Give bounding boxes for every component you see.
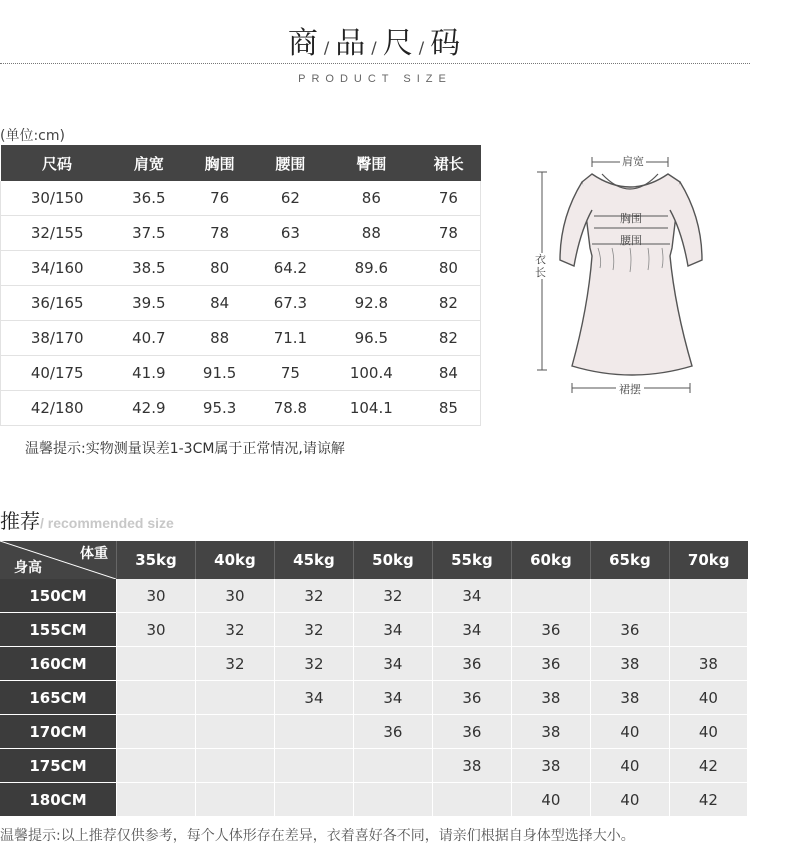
recommend-note: 温馨提示:以上推荐仅供参考，每个人体形存在差异，衣着喜好各不同，请亲们根据自身体型选择大小。 [0,828,635,844]
height-axis-label: 身高 [14,560,42,576]
recommend-table-header [0,541,748,579]
size-cell: 100.4 [326,356,417,391]
size-cell: 78 [184,216,255,251]
recommend-cell: 30 [195,579,274,613]
size-cell: 36/165 [1,286,114,321]
height-row-header: 155CM [0,613,117,647]
size-cell: 42/180 [1,391,114,426]
hem-label: 裙摆 [616,381,644,397]
table-row [1,356,481,391]
recommend-cell [511,579,590,613]
recommend-cell [117,749,196,783]
size-cell: 67.3 [255,286,326,321]
size-cell: 30/150 [1,181,114,216]
corner-cell [0,541,117,579]
recommend-cell [669,613,747,647]
size-cell: 39.5 [113,286,184,321]
size-cell: 88 [184,321,255,356]
size-cell: 32/155 [1,216,114,251]
weight-column-header: 35kg [117,541,196,579]
weight-column-header: 55kg [432,541,511,579]
recommend-cell: 40 [590,783,669,817]
recommend-cell [195,749,274,783]
size-cell: 85 [417,391,481,426]
height-row-header: 180CM [0,783,117,817]
recommend-cell: 32 [274,613,353,647]
recommend-cell: 36 [511,647,590,681]
measurement-note: 温馨提示:实物测量误差1-3CM属于正常情况,请谅解 [25,441,345,457]
recommend-cell [195,715,274,749]
recommend-title: 推荐 [0,509,40,533]
size-cell: 92.8 [326,286,417,321]
recommend-cell: 36 [432,647,511,681]
size-column-header: 臀围 [326,145,417,181]
recommend-cell: 34 [353,647,432,681]
table-row [0,783,748,817]
shoulder-label: 肩宽 [622,155,644,168]
recommend-cell: 38 [590,681,669,715]
weight-column-header: 40kg [195,541,274,579]
size-column-header: 腰围 [255,145,326,181]
recommend-cell: 38 [511,681,590,715]
size-cell: 80 [417,251,481,286]
size-cell: 89.6 [326,251,417,286]
size-cell: 41.9 [113,356,184,391]
size-cell: 40/175 [1,356,114,391]
size-cell: 37.5 [113,216,184,251]
recommend-cell [590,579,669,613]
unit-label: (单位:cm) [0,128,65,144]
size-cell: 84 [184,286,255,321]
size-cell: 80 [184,251,255,286]
recommend-cell [353,749,432,783]
recommend-cell [195,783,274,817]
recommend-cell [117,715,196,749]
recommend-cell: 42 [669,783,747,817]
recommend-cell: 40 [590,715,669,749]
recommend-cell: 38 [669,647,747,681]
recommend-cell: 38 [590,647,669,681]
title-divider [0,63,750,64]
size-cell: 78.8 [255,391,326,426]
size-cell: 86 [326,181,417,216]
recommend-cell [195,681,274,715]
size-cell: 78 [417,216,481,251]
recommend-cell [353,783,432,817]
recommend-cell [117,647,196,681]
recommend-cell: 36 [511,613,590,647]
size-cell: 95.3 [184,391,255,426]
recommend-cell: 34 [353,613,432,647]
recommend-cell: 32 [274,647,353,681]
recommend-cell [432,783,511,817]
recommend-cell: 30 [117,579,196,613]
recommend-cell: 36 [432,715,511,749]
page-title: 商 / 品 / 尺 / 码 [287,26,463,61]
table-row [1,391,481,426]
recommend-cell: 38 [511,749,590,783]
recommend-cell: 30 [117,613,196,647]
recommend-cell: 34 [353,681,432,715]
size-cell: 34/160 [1,251,114,286]
size-cell: 88 [326,216,417,251]
size-table [0,145,481,426]
size-cell: 38.5 [113,251,184,286]
length-label: 衣长 [535,253,549,279]
recommend-cell [669,579,747,613]
page-subtitle: PRODUCT SIZE [298,73,452,85]
recommend-cell [117,681,196,715]
height-row-header: 170CM [0,715,117,749]
table-row [1,321,481,356]
size-column-header: 肩宽 [113,145,184,181]
recommend-cell [274,783,353,817]
recommend-cell: 40 [669,715,747,749]
recommend-cell: 34 [432,613,511,647]
size-cell: 71.1 [255,321,326,356]
height-row-header: 175CM [0,749,117,783]
weight-column-header: 70kg [669,541,747,579]
size-cell: 42.9 [113,391,184,426]
recommend-cell: 32 [195,613,274,647]
size-table-header [1,145,481,181]
table-row [0,613,748,647]
recommend-cell: 32 [274,579,353,613]
size-cell: 104.1 [326,391,417,426]
table-row [0,647,748,681]
table-row [1,181,481,216]
recommend-heading [0,505,174,534]
height-row-header: 165CM [0,681,117,715]
table-row [0,579,748,613]
size-cell: 84 [417,356,481,391]
recommend-cell: 34 [432,579,511,613]
recommend-cell: 38 [432,749,511,783]
weight-column-header: 65kg [590,541,669,579]
recommend-cell: 32 [195,647,274,681]
recommend-cell: 42 [669,749,747,783]
size-cell: 63 [255,216,326,251]
height-row-header: 150CM [0,579,117,613]
recommend-cell [274,749,353,783]
height-row-header: 160CM [0,647,117,681]
recommend-table [0,541,748,817]
recommend-cell [274,715,353,749]
recommend-cell [117,783,196,817]
weight-axis-label: 体重 [80,546,108,562]
recommend-subtitle: / recommended size [40,515,174,531]
recommend-cell: 40 [511,783,590,817]
table-row [0,715,748,749]
recommend-cell: 38 [511,715,590,749]
size-cell: 62 [255,181,326,216]
size-table-body [1,181,481,426]
recommend-table-body [0,579,748,817]
dress-illustration [520,148,720,408]
size-cell: 75 [255,356,326,391]
size-cell: 36.5 [113,181,184,216]
recommend-cell: 36 [353,715,432,749]
waist-label: 腰围 [620,234,642,247]
dress-diagram [520,148,720,408]
recommend-cell: 32 [353,579,432,613]
size-cell: 91.5 [184,356,255,391]
size-cell: 40.7 [113,321,184,356]
recommend-cell: 40 [590,749,669,783]
size-cell: 64.2 [255,251,326,286]
recommend-cell: 40 [669,681,747,715]
recommend-cell: 34 [274,681,353,715]
size-column-header: 尺码 [1,145,114,181]
size-column-header: 胸围 [184,145,255,181]
table-row [0,749,748,783]
weight-column-header: 50kg [353,541,432,579]
size-column-header: 裙长 [417,145,481,181]
size-cell: 96.5 [326,321,417,356]
size-cell: 76 [417,181,481,216]
recommend-cell: 36 [432,681,511,715]
table-row [0,681,748,715]
table-row [1,251,481,286]
size-cell: 82 [417,286,481,321]
size-cell: 76 [184,181,255,216]
weight-column-header: 45kg [274,541,353,579]
table-row [1,216,481,251]
recommend-cell: 36 [590,613,669,647]
size-cell: 38/170 [1,321,114,356]
table-row [1,286,481,321]
chest-label: 胸围 [620,212,642,225]
size-cell: 82 [417,321,481,356]
weight-column-header: 60kg [511,541,590,579]
